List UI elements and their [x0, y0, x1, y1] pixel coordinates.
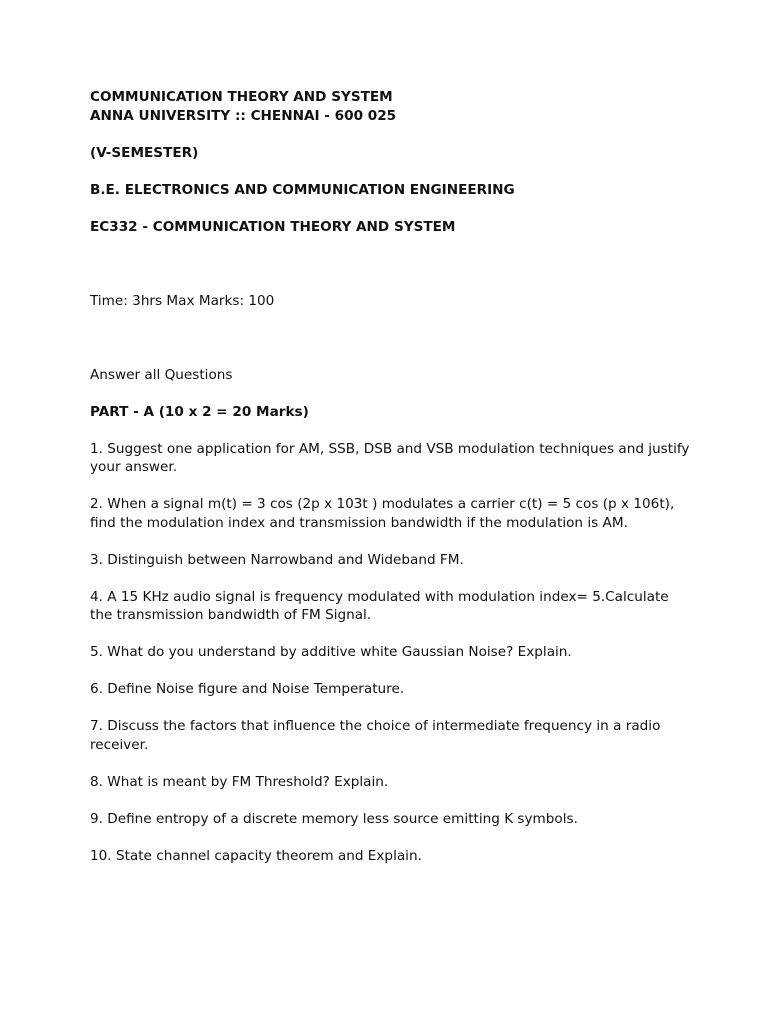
question-6: 6. Define Noise figure and Noise Temperature.: [90, 681, 405, 697]
exam-info: Time: 3hrs Max Marks: 100: [90, 292, 275, 309]
question-10: 10. State channel capacity theorem and Explain.: [90, 847, 422, 864]
question-7: 7. Discuss the factors that influence the choice of intermediate frequency in a radio receiver.: [90, 718, 661, 753]
question-4: 4. A 15 KHz audio signal is frequency modulated with modulation index= 5.Calculate the transmission bandwidth of FM Signal.: [90, 588, 669, 623]
instructions: Answer all Questions: [90, 366, 233, 383]
question-5: 5. What do you understand by additive white Gaussian Noise? Explain.: [90, 644, 572, 660]
degree: B.E. ELECTRONICS AND COMMUNICATION ENGINEERING: [90, 181, 515, 198]
question-2: 2. When a signal m(t) = 3 cos (2p x 103t ) modulates a carrier c(t) = 5 cos (p x 106t), find the modulation index and transmission bandwidth if the modulation is AM.: [90, 496, 675, 531]
document-body: [90, 88, 690, 865]
question-1: 1. Suggest one application for AM, SSB, DSB and VSB modulation techniques and justify your answer.: [90, 440, 690, 475]
semester: (V-SEMESTER): [90, 144, 199, 161]
part-a-heading: PART - A (10 x 2 = 20 Marks): [90, 403, 309, 420]
course-code-title: EC332 - COMMUNICATION THEORY AND SYSTEM: [90, 218, 456, 235]
course-title: COMMUNICATION THEORY AND SYSTEM: [90, 89, 393, 105]
university-name: ANNA UNIVERSITY :: CHENNAI - 600 025: [90, 107, 397, 124]
question-9: 9. Define entropy of a discrete memory less source emitting K symbols.: [90, 810, 578, 827]
question-8: 8. What is meant by FM Threshold? Explain.: [90, 773, 389, 790]
question-3: 3. Distinguish between Narrowband and Wideband FM.: [90, 551, 464, 568]
